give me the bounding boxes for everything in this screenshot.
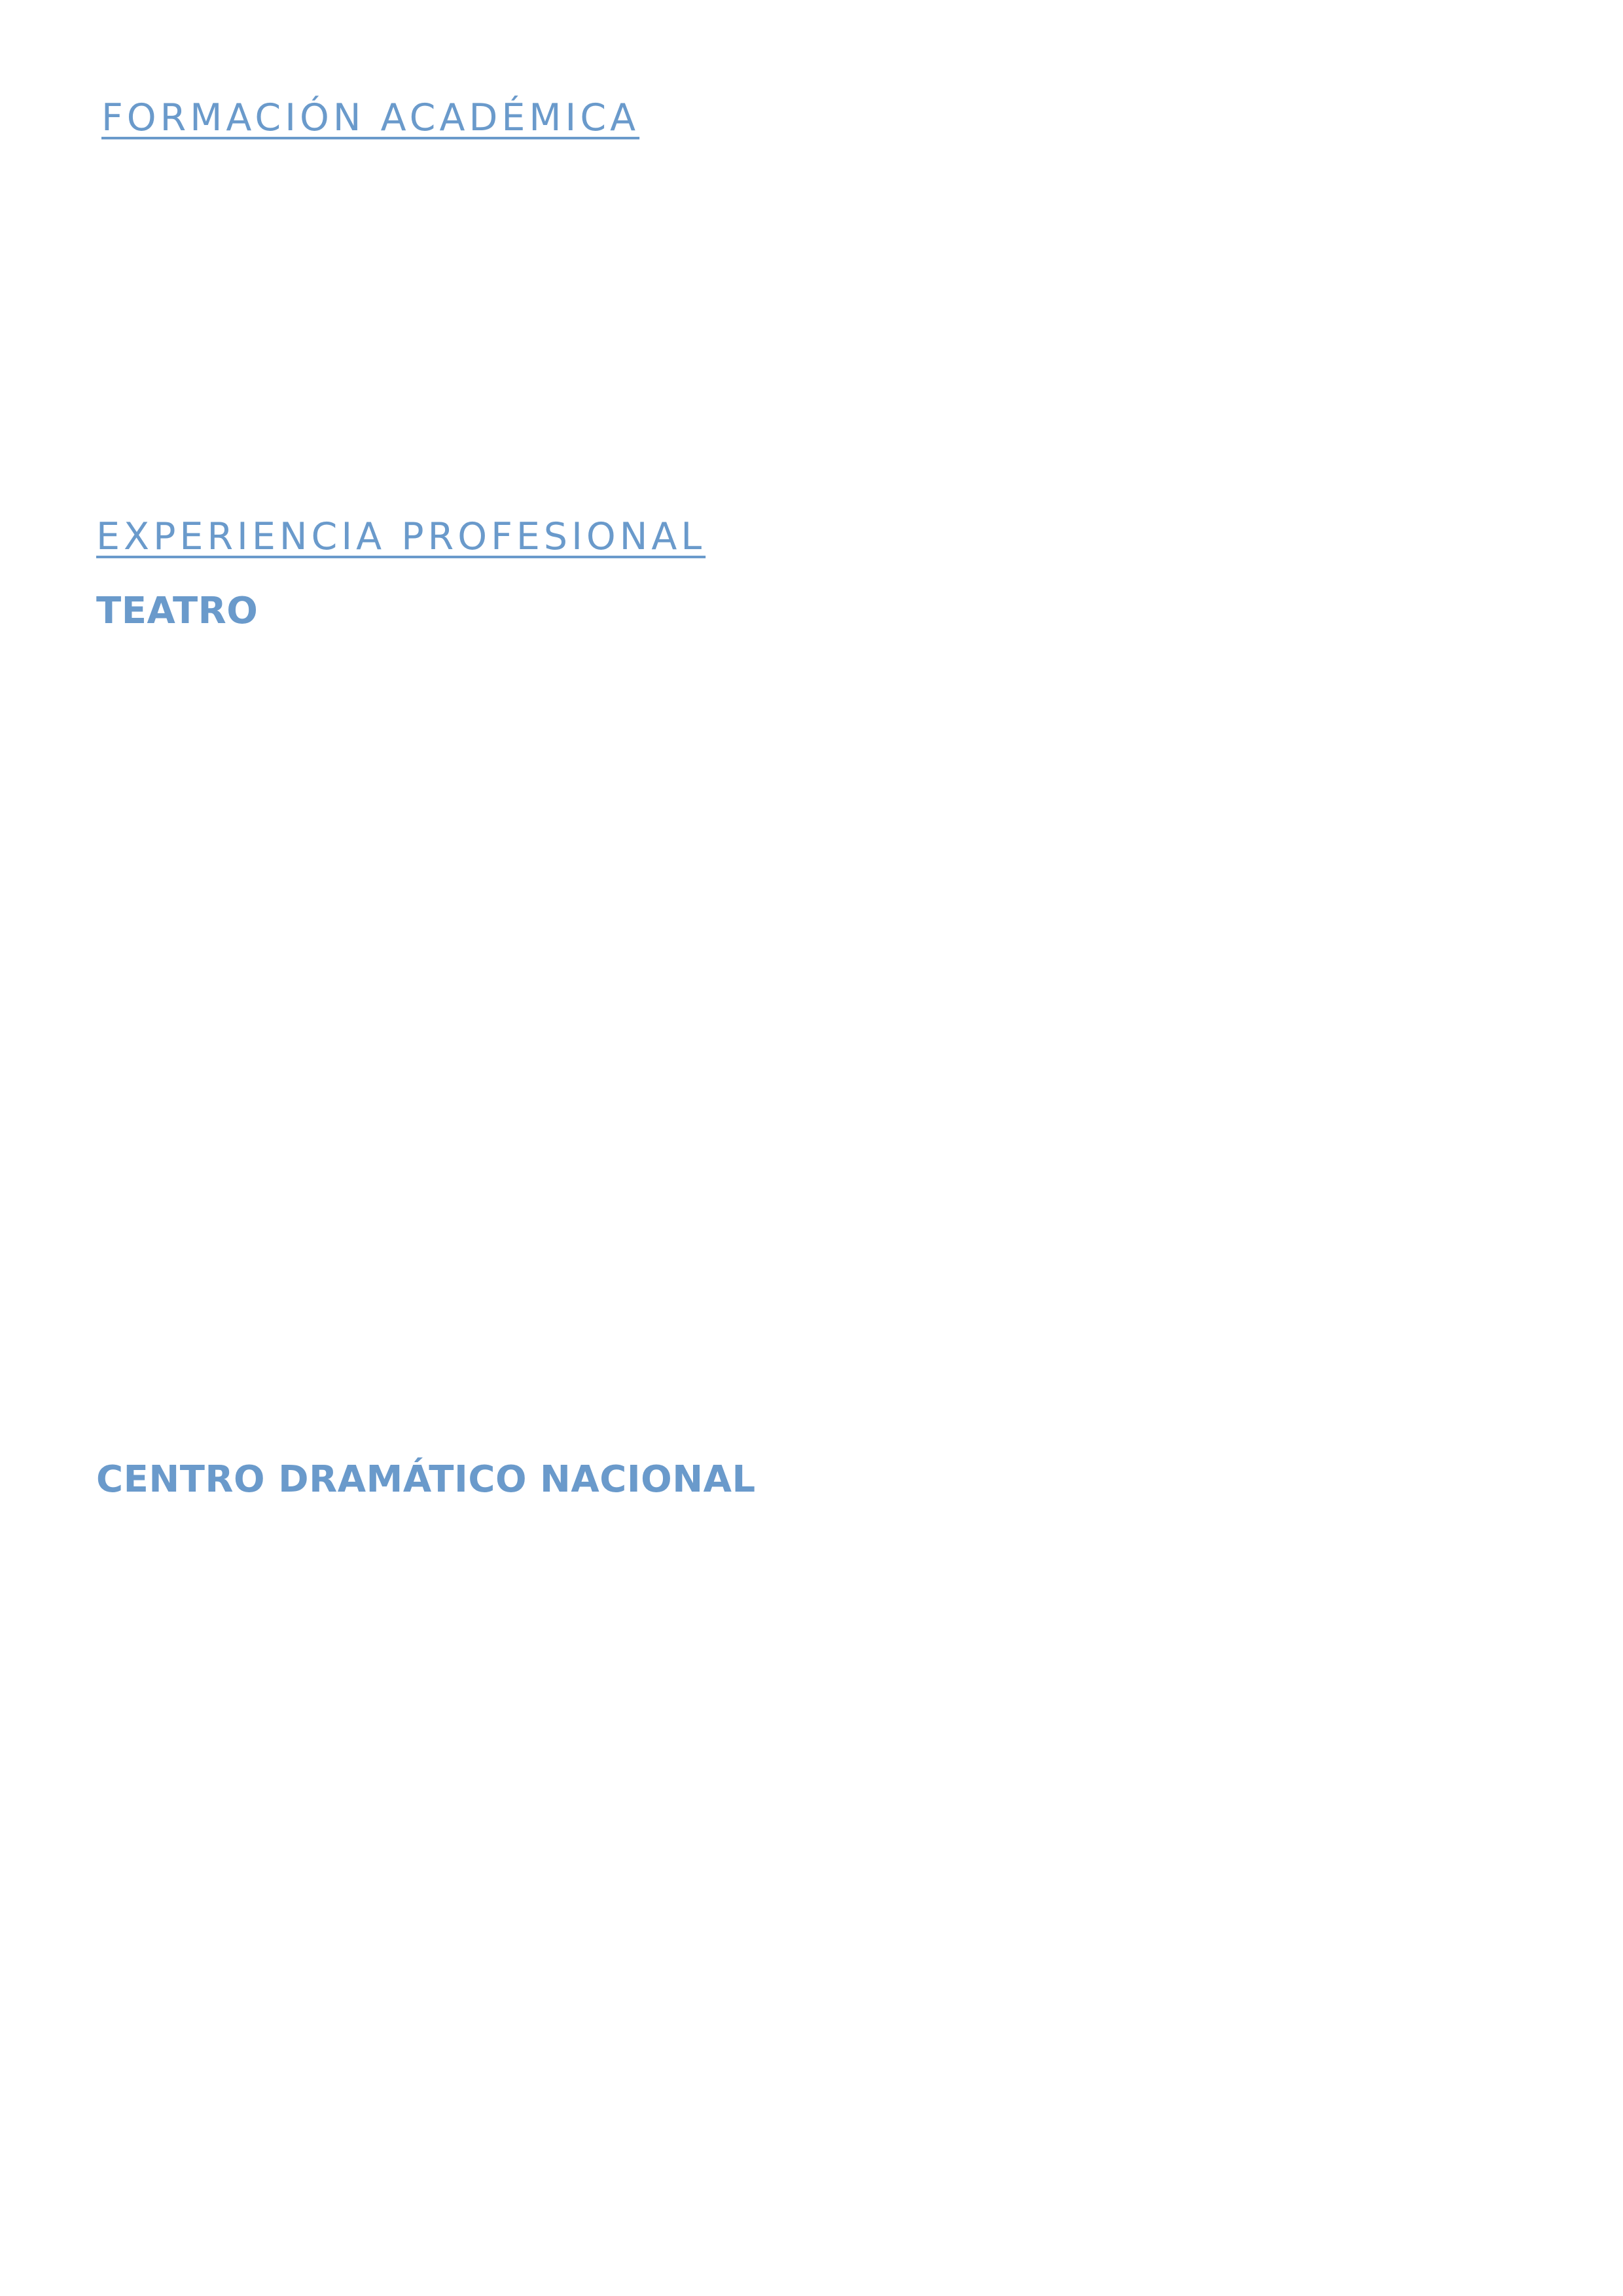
section-title-experiencia-profesional: EXPERIENCIA PROFESIONAL	[96, 515, 706, 558]
subsection-title-teatro: TEATRO	[96, 590, 259, 632]
subsection-title-centro-dramatico-nacional: CENTRO DRAMÁTICO NACIONAL	[96, 1458, 756, 1501]
section-title-formacion-academica: FORMACIÓN ACADÉMICA	[101, 96, 640, 139]
